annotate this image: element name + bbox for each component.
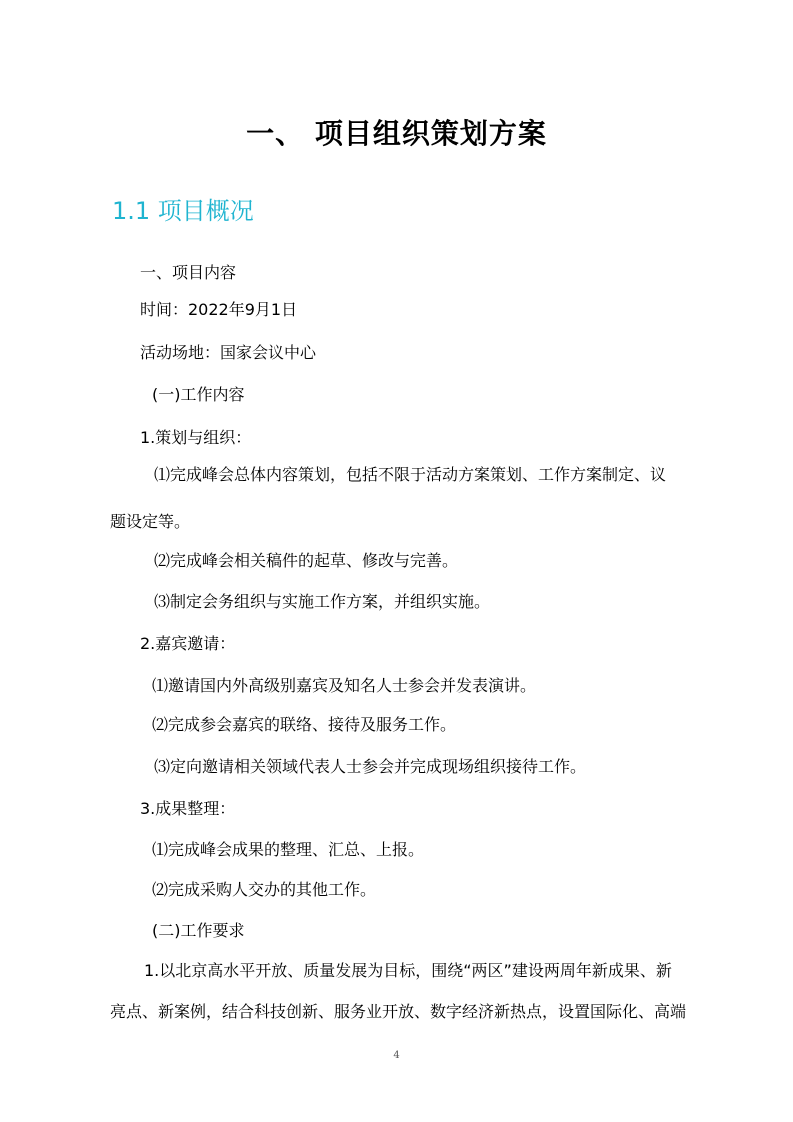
body-line: ⑶定向邀请相关领域代表人士参会并完成现场组织接待工作。 — [154, 757, 587, 776]
body-line: 一、项目内容 — [140, 263, 237, 282]
body-line: 题设定等。 — [110, 512, 191, 531]
body-line: 2.嘉宾邀请： — [140, 634, 236, 653]
body-line: 1.以北京高水平开放、质量发展为目标，围绕“两区”建设两周年新成果、新 — [144, 961, 672, 980]
document-title: 一、 项目组织策划方案 — [246, 117, 547, 150]
body-line: ⑶制定会务组织与实施工作方案，并组织实施。 — [154, 592, 491, 611]
section-heading: 1.1 项目概况 — [112, 197, 254, 225]
body-line: ⑵完成采购人交办的其他工作。 — [152, 880, 377, 899]
body-line: 1.策划与组织： — [140, 428, 252, 447]
body-line: ⑴邀请国内外高级别嘉宾及知名人士参会并发表演讲。 — [152, 676, 537, 695]
body-line: ⑴完成峰会总体内容策划，包括不限于活动方案策划、工作方案制定、议 — [154, 465, 667, 484]
body-line: (二)工作要求 — [152, 921, 245, 940]
body-line: (一)工作内容 — [152, 385, 245, 404]
body-line: ⑴完成峰会成果的整理、汇总、上报。 — [152, 840, 425, 859]
body-line: 3.成果整理： — [140, 799, 236, 818]
body-line: 活动场地：国家会议中心 — [140, 343, 317, 362]
body-line: 时间：2022年9月1日 — [140, 300, 298, 319]
page-number: 4 — [393, 1050, 400, 1061]
body-line: 亮点、新案例，结合科技创新、服务业开放、数字经济新热点，设置国际化、高端 — [110, 1002, 687, 1021]
body-line: ⑵完成参会嘉宾的联络、接待及服务工作。 — [152, 715, 457, 734]
body-line: ⑵完成峰会相关稿件的起草、修改与完善。 — [154, 551, 459, 570]
